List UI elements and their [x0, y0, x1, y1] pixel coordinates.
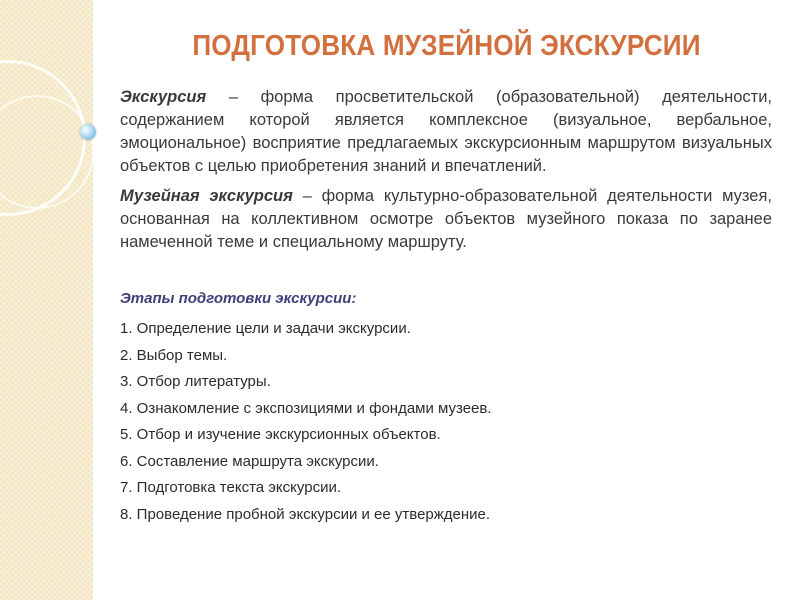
definition-museum-excursion	[120, 185, 772, 254]
slide-title: ПОДГОТОВКА МУЗЕЙНОЙ ЭКСКУРСИИ	[192, 30, 701, 62]
stages-list	[120, 316, 772, 528]
definition-excursion	[120, 86, 772, 178]
list-item: 6. Составление маршрута экскурсии.	[120, 452, 379, 470]
list-item: 7. Подготовка текста экскурсии.	[120, 479, 341, 496]
list-item: 5. Отбор и изучение экскурсионных объектов.	[120, 426, 441, 443]
definition-text: – форма просветительской (образовательной) деятельности, содержанием которой является комплексное (визуальное, вербальное, эмоциональное) восприятие предлагаемых экскурсионным маршрутом визуальных объектов с целью приобретения знаний и впечатлений.	[120, 88, 772, 175]
term-museum-excursion: Музейная экскурсия	[120, 187, 293, 205]
decorative-side-panel	[0, 0, 93, 600]
list-item: 4. Ознакомление с экспозициями и фондами музеев.	[120, 399, 492, 417]
stages-heading: Этапы подготовки экскурсии:	[120, 290, 357, 307]
definition-text: – форма культурно-образовательной деятельности музея, основанная на коллективном осмотре объектов музейного показа по заранее намеченной теме и специальному маршруту.	[120, 187, 772, 251]
list-item: 2. Выбор темы.	[120, 346, 228, 364]
list-item: 8. Проведение пробной экскурсии и ее утверждение.	[120, 505, 491, 523]
term-excursion: Экскурсия	[120, 88, 207, 106]
decorative-bubble-icon	[80, 124, 96, 140]
list-item: 3. Отбор литературы.	[120, 373, 271, 390]
slide-content	[120, 86, 772, 528]
list-item: 1. Определение цели и задачи экскурсии.	[120, 320, 411, 337]
